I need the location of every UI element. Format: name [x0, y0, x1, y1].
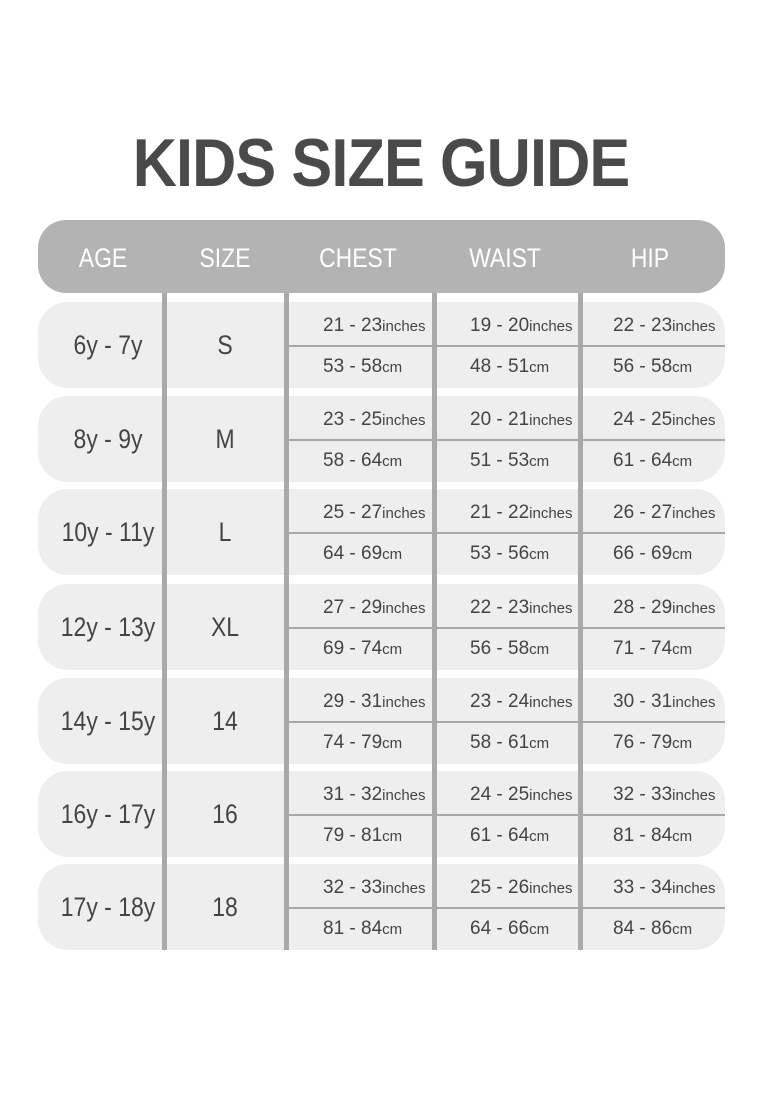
hip-inches-cell: [613, 493, 716, 533]
waist-cm-cell: [470, 441, 549, 481]
table-row: [38, 678, 725, 764]
hip-inches-cell: [613, 306, 716, 346]
measurement-unit: inches: [529, 787, 573, 804]
chest-inches-cell: [323, 682, 426, 722]
measurement-unit: cm: [529, 453, 550, 470]
chest-cm-cell: [323, 534, 402, 574]
measurement-unit: inches: [382, 412, 426, 429]
measurement-value: 26 - 27: [613, 502, 673, 523]
column-divider: [162, 293, 167, 950]
chest-cm-cell: [323, 909, 402, 949]
measurement-unit: cm: [529, 359, 550, 376]
size-cell: 14: [212, 706, 238, 736]
column-divider: [432, 293, 437, 950]
header-hip: HIP: [630, 243, 670, 273]
chest-cm-cell: [323, 723, 402, 763]
chest-cm-cell: [323, 629, 402, 669]
measurement-unit: cm: [382, 546, 403, 563]
waist-inches-cell: [470, 682, 573, 722]
measurement-value: 66 - 69: [613, 543, 673, 564]
measurement-unit: inches: [672, 600, 716, 617]
measurement-unit: cm: [529, 828, 550, 845]
measurement-value: 22 - 23: [470, 597, 530, 618]
size-cell: L: [218, 517, 232, 547]
measurement-value: 24 - 25: [613, 409, 673, 430]
measurement-value: 61 - 64: [613, 450, 673, 471]
measurement-unit: cm: [382, 641, 403, 658]
measurement-value: 23 - 24: [470, 691, 530, 712]
chest-inches-cell: [323, 775, 426, 815]
measurement-unit: inches: [382, 318, 426, 335]
measurement-value: 51 - 53: [470, 450, 530, 471]
table-row: [38, 864, 725, 950]
chest-inches-cell: [323, 400, 426, 440]
size-cell: M: [215, 424, 235, 454]
age-cell: 16y - 17y: [60, 799, 156, 829]
measurement-unit: inches: [382, 600, 426, 617]
measurement-value: 25 - 26: [470, 877, 530, 898]
header-chest: CHEST: [319, 243, 397, 273]
header-age: AGE: [78, 243, 128, 273]
hip-inches-cell: [613, 588, 716, 628]
table-row: [38, 489, 725, 575]
measurement-unit: cm: [672, 735, 693, 752]
measurement-unit: inches: [529, 694, 573, 711]
measurement-value: 19 - 20: [470, 315, 530, 336]
chest-inches-cell: [323, 588, 426, 628]
measurement-value: 81 - 84: [613, 825, 673, 846]
measurement-unit: cm: [672, 453, 693, 470]
waist-inches-cell: [470, 493, 573, 533]
measurement-value: 21 - 23: [323, 315, 383, 336]
chest-inches-cell: [323, 306, 426, 346]
measurement-value: 74 - 79: [323, 732, 383, 753]
waist-cm-cell: [470, 723, 549, 763]
hip-cm-cell: [613, 909, 692, 949]
measurement-value: 29 - 31: [323, 691, 383, 712]
table-row: [38, 771, 725, 857]
measurement-value: 32 - 33: [613, 784, 673, 805]
measurement-value: 76 - 79: [613, 732, 673, 753]
measurement-unit: inches: [382, 787, 426, 804]
measurement-unit: inches: [672, 880, 716, 897]
waist-inches-cell: [470, 400, 573, 440]
hip-cm-cell: [613, 347, 692, 387]
measurement-value: 31 - 32: [323, 784, 383, 805]
measurement-value: 71 - 74: [613, 638, 673, 659]
hip-inches-cell: [613, 868, 716, 908]
measurement-unit: inches: [672, 505, 716, 522]
header-size: SIZE: [199, 243, 251, 273]
size-cell: 16: [212, 799, 238, 829]
measurement-value: 53 - 56: [470, 543, 530, 564]
header-waist: WAIST: [469, 243, 541, 273]
age-cell: 6y - 7y: [73, 330, 143, 360]
measurement-unit: inches: [672, 318, 716, 335]
waist-cm-cell: [470, 347, 549, 387]
waist-cm-cell: [470, 909, 549, 949]
hip-cm-cell: [613, 441, 692, 481]
measurement-unit: cm: [529, 921, 550, 938]
hip-cm-cell: [613, 629, 692, 669]
measurement-value: 27 - 29: [323, 597, 383, 618]
chest-cm-cell: [323, 441, 402, 481]
measurement-unit: inches: [382, 880, 426, 897]
hip-cm-cell: [613, 816, 692, 856]
measurement-unit: cm: [382, 828, 403, 845]
measurement-unit: inches: [672, 412, 716, 429]
measurement-value: 79 - 81: [323, 825, 383, 846]
waist-inches-cell: [470, 868, 573, 908]
measurement-unit: inches: [382, 505, 426, 522]
measurement-unit: inches: [529, 505, 573, 522]
measurement-unit: inches: [529, 318, 573, 335]
hip-cm-cell: [613, 534, 692, 574]
measurement-value: 56 - 58: [613, 356, 673, 377]
measurement-value: 64 - 69: [323, 543, 383, 564]
measurement-unit: cm: [672, 359, 693, 376]
measurement-value: 28 - 29: [613, 597, 673, 618]
chest-cm-cell: [323, 816, 402, 856]
hip-inches-cell: [613, 682, 716, 722]
measurement-value: 32 - 33: [323, 877, 383, 898]
measurement-value: 61 - 64: [470, 825, 530, 846]
waist-inches-cell: [470, 775, 573, 815]
measurement-value: 58 - 61: [470, 732, 530, 753]
waist-cm-cell: [470, 816, 549, 856]
measurement-unit: cm: [382, 921, 403, 938]
waist-inches-cell: [470, 306, 573, 346]
measurement-value: 53 - 58: [323, 356, 383, 377]
age-cell: 10y - 11y: [61, 517, 155, 547]
column-divider: [284, 293, 289, 950]
measurement-value: 81 - 84: [323, 918, 383, 939]
measurement-unit: inches: [382, 694, 426, 711]
measurement-value: 23 - 25: [323, 409, 383, 430]
measurement-value: 30 - 31: [613, 691, 673, 712]
waist-cm-cell: [470, 629, 549, 669]
measurement-unit: cm: [529, 546, 550, 563]
measurement-unit: inches: [672, 787, 716, 804]
measurement-unit: cm: [672, 828, 693, 845]
measurement-unit: cm: [382, 453, 403, 470]
age-cell: 17y - 18y: [60, 892, 156, 922]
chest-inches-cell: [323, 868, 426, 908]
table-header: [38, 220, 725, 293]
age-cell: 14y - 15y: [60, 706, 156, 736]
size-cell: 18: [212, 892, 238, 922]
chest-cm-cell: [323, 347, 402, 387]
measurement-unit: cm: [672, 921, 693, 938]
measurement-unit: cm: [672, 641, 693, 658]
chest-inches-cell: [323, 493, 426, 533]
hip-inches-cell: [613, 400, 716, 440]
column-divider: [578, 293, 583, 950]
measurement-unit: cm: [382, 735, 403, 752]
measurement-unit: inches: [672, 694, 716, 711]
measurement-unit: inches: [529, 600, 573, 617]
measurement-unit: cm: [672, 546, 693, 563]
measurement-unit: cm: [529, 641, 550, 658]
size-cell: XL: [210, 612, 240, 642]
measurement-value: 20 - 21: [470, 409, 530, 430]
measurement-value: 64 - 66: [470, 918, 530, 939]
waist-inches-cell: [470, 588, 573, 628]
measurement-value: 25 - 27: [323, 502, 383, 523]
hip-inches-cell: [613, 775, 716, 815]
measurement-value: 58 - 64: [323, 450, 383, 471]
hip-cm-cell: [613, 723, 692, 763]
measurement-value: 56 - 58: [470, 638, 530, 659]
page-title: KIDS SIZE GUIDE: [132, 125, 630, 201]
measurement-value: 33 - 34: [613, 877, 673, 898]
age-cell: 12y - 13y: [60, 612, 156, 642]
size-cell: S: [217, 330, 233, 360]
waist-cm-cell: [470, 534, 549, 574]
measurement-unit: inches: [529, 880, 573, 897]
measurement-unit: cm: [529, 735, 550, 752]
measurement-value: 22 - 23: [613, 315, 673, 336]
measurement-unit: inches: [529, 412, 573, 429]
table-row: [38, 584, 725, 670]
measurement-value: 24 - 25: [470, 784, 530, 805]
age-cell: 8y - 9y: [73, 424, 143, 454]
measurement-unit: cm: [382, 359, 403, 376]
measurement-value: 48 - 51: [470, 356, 530, 377]
measurement-value: 84 - 86: [613, 918, 673, 939]
table-row: [38, 302, 725, 388]
table-row: [38, 396, 725, 482]
measurement-value: 21 - 22: [470, 502, 530, 523]
measurement-value: 69 - 74: [323, 638, 383, 659]
